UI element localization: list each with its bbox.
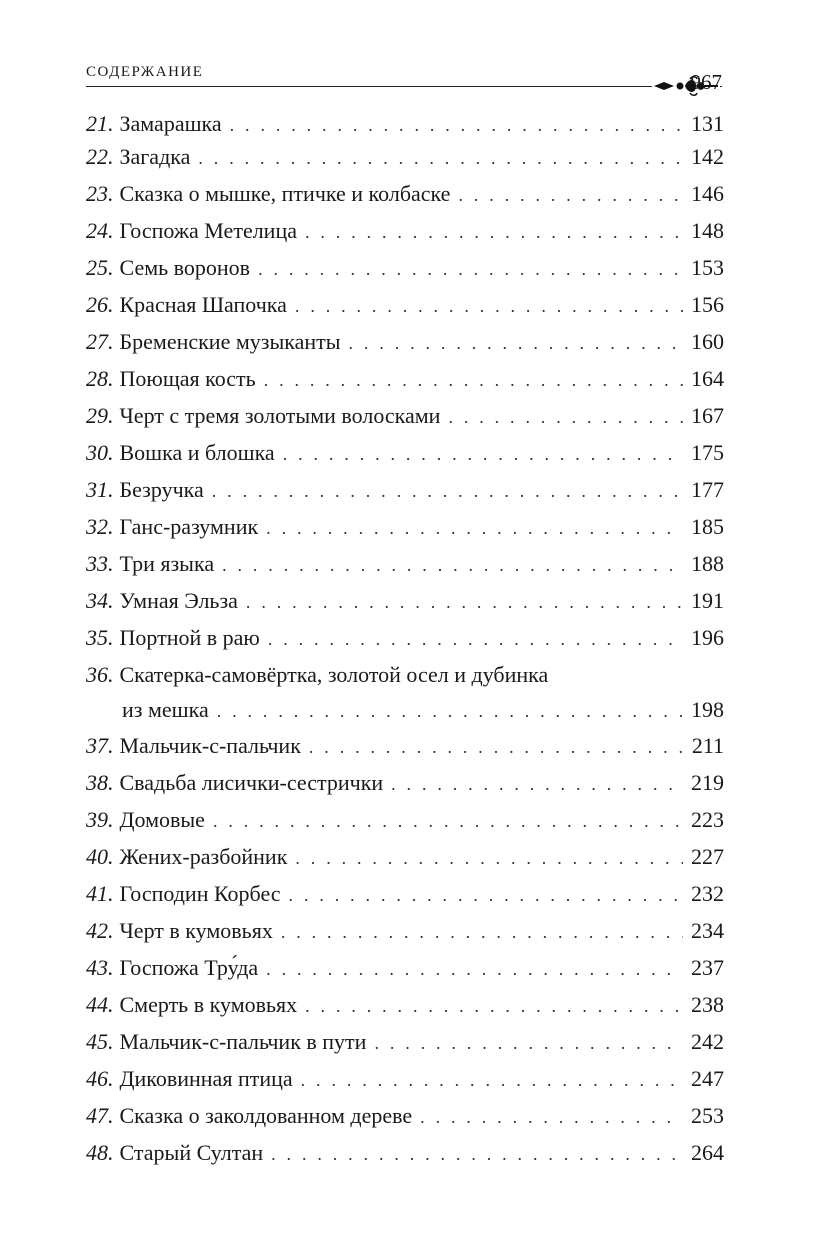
toc-page-number: 142: [691, 144, 724, 169]
running-head: [86, 64, 722, 88]
toc-number: 45.: [86, 1029, 114, 1054]
toc-entry: [86, 764, 724, 801]
toc-page-number: 237: [691, 955, 724, 980]
toc-page-number: 227: [691, 844, 724, 869]
toc-line: [86, 323, 724, 360]
toc-title: Черт с тремя золотыми волосками: [119, 403, 441, 428]
toc-line: [86, 212, 724, 249]
toc-title: Сказка о заколдованном дереве: [119, 1103, 413, 1128]
toc-entry: [86, 875, 724, 912]
toc-entry: [86, 109, 724, 138]
toc-page-number: 153: [691, 255, 724, 280]
toc-line: [86, 471, 724, 508]
dot-leader: [230, 111, 683, 140]
dot-leader: [258, 251, 683, 288]
toc-line: [86, 764, 724, 801]
toc-line: [86, 801, 724, 838]
toc-line: [86, 508, 724, 545]
toc-page-number: 219: [691, 770, 724, 795]
toc-number: 38.: [86, 770, 114, 795]
toc-title: Замарашка: [119, 111, 222, 136]
toc-entry: [86, 727, 724, 764]
toc-page-number: 160: [691, 329, 724, 354]
toc-line: [86, 656, 724, 693]
toc-title: Черт в кумовьях: [119, 918, 273, 943]
dot-leader: [305, 988, 683, 1025]
dot-leader: [391, 766, 683, 803]
toc-number: 40.: [86, 844, 114, 869]
dot-leader: [212, 473, 683, 510]
toc-number: 23.: [86, 181, 114, 206]
toc-number: 24.: [86, 218, 114, 243]
toc-title: Скатерка-самовёртка, золотой осел и дубинка: [119, 662, 549, 687]
toc-line: [86, 1023, 724, 1060]
dot-leader: [217, 694, 683, 728]
toc-line: [86, 1097, 724, 1134]
toc-entry: [86, 138, 724, 175]
dot-leader: [266, 951, 683, 988]
dot-leader: [213, 803, 683, 840]
toc-entry: [86, 545, 724, 582]
toc-title: Вошка и блошка: [119, 440, 275, 465]
toc-page-number: 234: [691, 918, 724, 943]
toc-page-number: 196: [691, 625, 724, 650]
toc-line: [86, 1060, 724, 1097]
toc-entry: [86, 212, 724, 249]
toc-page-number: 188: [691, 551, 724, 576]
toc-page-number: 242: [691, 1029, 724, 1054]
dot-leader: [301, 1062, 683, 1099]
dot-leader: [349, 325, 683, 362]
toc-page-number: 253: [691, 1103, 724, 1128]
toc-number: 27.: [86, 329, 114, 354]
toc-page-number: 211: [691, 733, 724, 758]
toc-line: [86, 434, 724, 471]
toc-line: [86, 838, 724, 875]
toc-title: Безручка: [119, 477, 204, 502]
toc-entry: [86, 434, 724, 471]
dot-leader: [222, 547, 683, 584]
toc-entry: [86, 801, 724, 838]
toc-number: 35.: [86, 625, 114, 650]
toc-line: [86, 875, 724, 912]
toc-title: Семь воронов: [119, 255, 251, 280]
toc-title: Бременские музыканты: [119, 329, 341, 354]
toc-title: Красная Шапочка: [119, 292, 287, 317]
toc-title: Диковинная птица: [119, 1066, 293, 1091]
dot-leader: [283, 436, 683, 473]
toc-entry: [86, 912, 724, 949]
toc-number: 48.: [86, 1140, 114, 1165]
toc-number: 22.: [86, 144, 114, 169]
toc-entry: [86, 508, 724, 545]
toc-entry: [86, 986, 724, 1023]
dot-leader: [374, 1025, 683, 1062]
toc-title: Загадка: [119, 144, 191, 169]
toc-page-number: 185: [691, 514, 724, 539]
toc-page-number: 167: [691, 403, 724, 428]
toc-page-number: 191: [691, 588, 724, 613]
toc-line: [86, 109, 724, 138]
toc-title: Старый Султан: [119, 1140, 264, 1165]
table-of-contents: [86, 109, 724, 1171]
toc-page-number: 175: [691, 440, 724, 465]
dot-leader: [246, 584, 683, 621]
toc-page-number: 247: [691, 1066, 724, 1091]
toc-number: 47.: [86, 1103, 114, 1128]
toc-number: 33.: [86, 551, 114, 576]
toc-number: 42.: [86, 918, 114, 943]
dot-leader: [198, 140, 683, 177]
toc-line: [86, 912, 724, 949]
toc-number: 36.: [86, 662, 114, 687]
toc-page-number: 156: [691, 292, 724, 317]
toc-title: Жених-разбойник: [119, 844, 288, 869]
toc-title: Сказка о мышке, птичке и колбаске: [119, 181, 451, 206]
toc-page-number: 164: [691, 366, 724, 391]
toc-title: Ганс-разумник: [119, 514, 259, 539]
toc-entry: [86, 1097, 724, 1134]
dot-leader: [264, 362, 683, 399]
toc-title-continued: из мешка: [122, 697, 209, 722]
toc-line: [86, 727, 724, 764]
toc-title: Господин Корбес: [119, 881, 281, 906]
toc-line: [86, 286, 724, 323]
toc-entry: [86, 323, 724, 360]
toc-entry: [86, 1134, 724, 1171]
toc-line: [86, 986, 724, 1023]
dot-leader: [309, 729, 684, 766]
toc-page-number: 148: [691, 218, 724, 243]
dot-leader: [271, 1136, 683, 1173]
toc-title: Умная Эльза: [119, 588, 238, 613]
page-number: 967: [690, 70, 722, 94]
toc-number: 39.: [86, 807, 114, 832]
toc-number: 21.: [86, 111, 114, 136]
dot-leader: [448, 399, 683, 436]
toc-line: [86, 582, 724, 619]
toc-entry: [86, 360, 724, 397]
toc-entry: [86, 397, 724, 434]
toc-title: Портной в раю: [119, 625, 260, 650]
section-title: СОДЕРЖАНИЕ: [86, 64, 204, 80]
toc-number: 31.: [86, 477, 114, 502]
toc-line: [86, 545, 724, 582]
toc-entry: [86, 582, 724, 619]
toc-number: 25.: [86, 255, 114, 280]
toc-line: [86, 138, 724, 175]
toc-entry: [86, 175, 724, 212]
toc-number: 32.: [86, 514, 114, 539]
toc-title: Домовые: [119, 807, 205, 832]
toc-title: Свадьба лисички-сестрички: [119, 770, 384, 795]
dot-leader: [295, 840, 683, 877]
toc-entry: [86, 1023, 724, 1060]
toc-line: [86, 1134, 724, 1171]
dot-leader: [305, 214, 683, 251]
toc-title: Госпожа Метелица: [119, 218, 297, 243]
toc-page-number: 177: [691, 477, 724, 502]
dot-leader: [281, 914, 683, 951]
toc-title: Три языка: [119, 551, 215, 576]
toc-number: 28.: [86, 366, 114, 391]
toc-line: [86, 249, 724, 286]
toc-line: [86, 360, 724, 397]
toc-entry: [86, 949, 724, 986]
toc-page-number: 264: [691, 1140, 724, 1165]
toc-entry: [86, 656, 724, 727]
toc-entry: [86, 286, 724, 323]
dot-leader: [420, 1099, 683, 1136]
toc-page-number: 198: [691, 697, 724, 722]
toc-number: 46.: [86, 1066, 114, 1091]
toc-line: [86, 949, 724, 986]
toc-page-number: 223: [691, 807, 724, 832]
toc-entry: [86, 1060, 724, 1097]
dot-leader: [268, 621, 683, 658]
toc-number: 44.: [86, 992, 114, 1017]
toc-number: 41.: [86, 881, 114, 906]
toc-entry: [86, 471, 724, 508]
toc-entry: [86, 838, 724, 875]
dot-leader: [289, 877, 683, 914]
toc-line: [86, 397, 724, 434]
header-rule: [86, 86, 722, 87]
toc-title: Мальчик-с-пальчик в пути: [119, 1029, 367, 1054]
toc-title: Госпожа Тру́да: [119, 955, 259, 980]
dot-leader: [295, 288, 683, 325]
toc-title: Мальчик-с-пальчик: [119, 733, 301, 758]
toc-entry: [86, 619, 724, 656]
toc-number: 43.: [86, 955, 114, 980]
toc-page-number: 232: [691, 881, 724, 906]
toc-number: 30.: [86, 440, 114, 465]
toc-number: 34.: [86, 588, 114, 613]
toc-line: [86, 175, 724, 212]
toc-number: 29.: [86, 403, 114, 428]
toc-number: 26.: [86, 292, 114, 317]
toc-page-number: 131: [691, 111, 724, 136]
toc-page-number: 146: [691, 181, 724, 206]
dot-leader: [458, 177, 683, 214]
toc-line-continued: [86, 693, 724, 727]
toc-page-number: 238: [691, 992, 724, 1017]
toc-title: Поющая кость: [119, 366, 256, 391]
toc-title: Смерть в кумовьях: [119, 992, 298, 1017]
dot-leader: [266, 510, 683, 547]
toc-entry: [86, 249, 724, 286]
toc-number: 37.: [86, 733, 114, 758]
toc-line: [86, 619, 724, 656]
